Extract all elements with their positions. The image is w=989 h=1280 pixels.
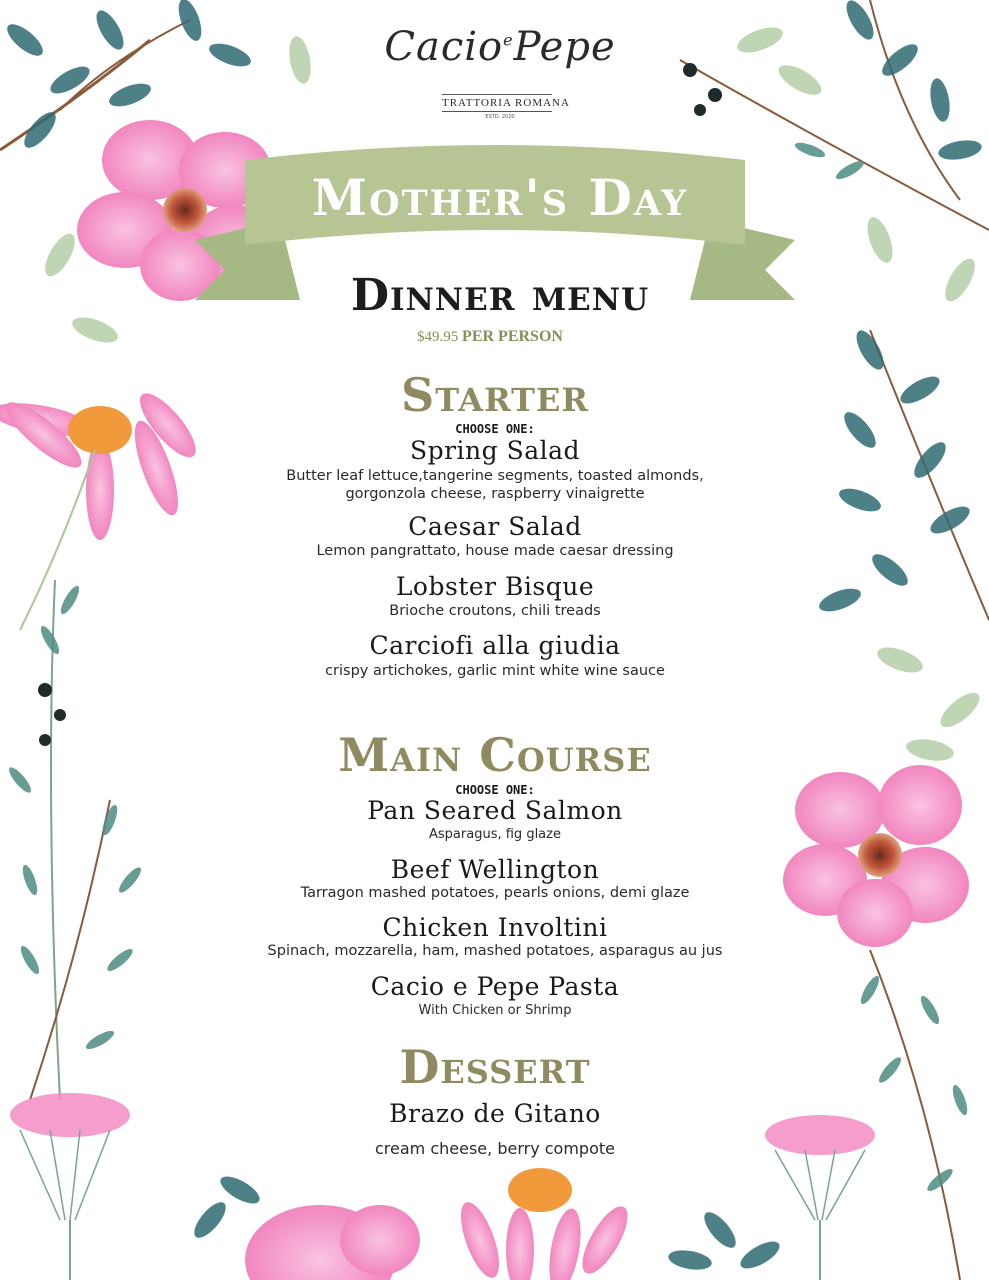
dish-description: Tarragon mashed potatoes, pearls onions, demi glaze: [300, 885, 690, 901]
dish-name: Cacio e Pepe Pasta: [370, 972, 620, 1001]
main-choose-note: CHOOSE ONE:: [455, 783, 535, 797]
dish-name: Carciofi alla giudia: [369, 631, 621, 660]
pink-flower-right: [783, 765, 969, 947]
dish-name: Lobster Bisque: [395, 572, 595, 601]
dish-description: Lemon pangrattato, house made caesar dressing: [316, 543, 674, 559]
dish-name: Caesar Salad: [408, 512, 582, 541]
dish-name: Chicken Involtini: [382, 913, 608, 942]
pink-cluster-bottom-left: [10, 1093, 130, 1280]
dish-name: Brazo de Gitano: [389, 1099, 601, 1128]
dish-name: Spring Salad: [409, 436, 581, 465]
starter-choose-note: CHOOSE ONE:: [455, 422, 535, 436]
logo-subtitle: TRATTORIA ROMANA: [442, 94, 552, 112]
logo-name: Cacio$^e$Pepe: [384, 24, 616, 70]
dish-name: Pan Seared Salmon: [367, 796, 623, 825]
left-side-stems: [6, 580, 144, 1100]
dish-description: Butter leaf lettuce,tangerine segments, toasted almonds, gorgonzola cheese, raspberry vinaigrette: [286, 468, 704, 502]
dish-name: Beef Wellington: [390, 855, 600, 884]
dish-description: With Chicken or Shrimp: [418, 1003, 572, 1018]
main-course-heading: Main Course: [338, 728, 652, 782]
pink-daisy-left: [0, 386, 204, 630]
menu-title: Mother's Day: [311, 168, 689, 227]
right-side-leaves: [816, 214, 989, 764]
price-per-person: [380, 328, 600, 346]
logo-established: ESTD. 2020: [485, 114, 515, 120]
price-amount: $49.95: [417, 329, 459, 345]
bottom-flowers: [189, 1168, 784, 1280]
right-side-stems: [858, 950, 971, 1280]
dish-description: Asparagus, fig glaze: [429, 827, 561, 842]
price-label: PER PERSON: [462, 328, 563, 345]
menu-subtitle: Dinner menu: [350, 270, 650, 321]
starter-heading: Starter: [401, 368, 589, 422]
dish-description: Brioche croutons, chili treads: [389, 603, 601, 619]
dish-description: crispy artichokes, garlic mint white wine sauce: [325, 663, 665, 679]
dish-description: Spinach, mozzarella, ham, mashed potatoes, asparagus au jus: [267, 943, 723, 959]
dish-description: cream cheese, berry compote: [375, 1139, 615, 1158]
dessert-heading: Dessert: [399, 1040, 591, 1094]
restaurant-logo: [380, 18, 620, 128]
